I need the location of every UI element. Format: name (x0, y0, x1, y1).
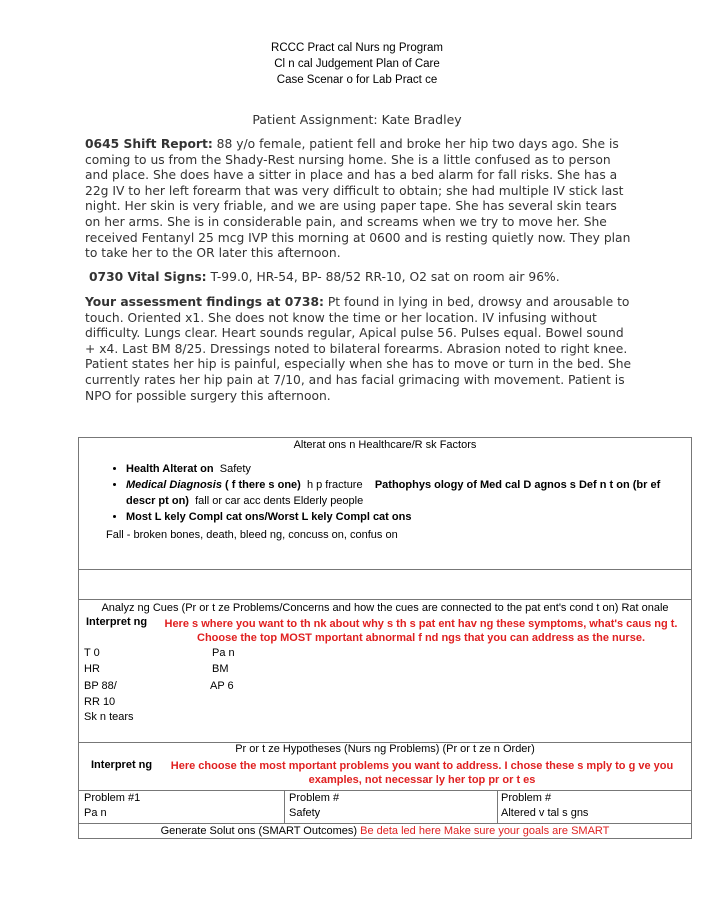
empty-row (78, 569, 692, 600)
cue-left-2: HR (84, 663, 100, 675)
cue-left-3: BP 88/ (84, 680, 117, 692)
health-alteration-label: Health Alterat on (126, 463, 214, 475)
solutions-title: Generate Solut ons (SMART Outcomes) (160, 825, 358, 837)
scenario-title: Case Scenar o for Lab Pract ce (276, 74, 438, 86)
cue-right-3: AP 6 (210, 680, 234, 692)
solutions-note: Be deta led here Make sure your goals are SMART (360, 825, 610, 837)
solutions-row (79, 823, 691, 839)
alterations-section (78, 437, 692, 570)
pathophysiology-value: fall or car acc dents Elderly people (195, 495, 364, 507)
analyzing-cues-section (78, 599, 692, 743)
vital-signs-text: T-99.0, HR-54, BP- 88/52 RR-10, O2 sat on room air 96%. (206, 270, 560, 284)
problem-1-head: Problem #1 (84, 792, 141, 804)
complications-label: Most L kely Compl cat ons/Worst L kely Compl cat ons (126, 511, 412, 523)
medical-diagnosis-paren: ( f there s one) (221, 479, 301, 491)
complications-text: Fall - broken bones, death, bleed ng, concuss on, confus on (106, 529, 398, 541)
health-alteration-item (126, 461, 686, 477)
cues-interpreting-label: Interpret ng (86, 616, 148, 628)
health-alteration-value: Safety (219, 463, 251, 475)
hypotheses-title: Pr or t ze Hypotheses (Nurs ng Problems) (Pr or t ze n Order) (235, 743, 535, 755)
problem-3-head: Problem # (501, 792, 552, 804)
vital-signs-label: 0730 Vital Signs: (89, 270, 207, 284)
shift-report (85, 137, 635, 262)
shift-report-label: 0645 Shift Report: (85, 137, 213, 151)
medical-diagnosis-value: h p fracture (306, 479, 363, 491)
problem-3-value: Altered v tal s gns (501, 807, 589, 819)
medical-diagnosis-item (126, 477, 686, 509)
hypotheses-interpreting-label: Interpret ng (91, 759, 153, 771)
cues-interpreting-note: Here s where you want to th nk about why s th s pat ent hav ng these symptoms, what's caus ng t. Choose the top MOST mportant abnormal f nd ngs that you can address as the nurse. (164, 618, 678, 644)
assessment-text: Pt found in lying in bed, drowsy and arousable to touch. Oriented x1. She does not know the time or her location. IV infusing without difficulty. Lungs clear. Heart sounds regular, Apical pulse 56. Pulses equal. Bowel sound + x4. Last BM 8/25. Dressings noted to bilateral forearms. Abrasion noted to right knee. Patient states her hip is painful, especially when she has to move or turn in the bed. She currently rates her hip pain at 7/10, and has facial grimacing with movement. Patient is NPO for possible surgery this afternoon. (85, 295, 632, 403)
alterations-title: Alterat ons n Healthcare/R sk Factors (293, 439, 477, 451)
hypotheses-interpreting-note: Here choose the most mportant problems you want to address. I chose these s mply to g ve you examples, not necessar ly her top pr or t es (170, 760, 674, 786)
patient-assignment: Patient Assignment: Kate Bradley (252, 112, 462, 127)
alterations-list (79, 461, 686, 525)
cue-left-4: RR 10 (84, 696, 116, 708)
cue-left-1: T 0 (84, 647, 100, 659)
assessment-findings (85, 295, 635, 404)
cues-title: Analyz ng Cues (Pr or t ze Problems/Concerns and how the cues are connected to the pat ent's cond t on) Rat onale (101, 602, 669, 614)
hypotheses-section (78, 742, 692, 839)
problem-2-head: Problem # (289, 792, 340, 804)
medical-diagnosis-label: Medical Diagnosis (126, 479, 222, 491)
problem-1-value: Pa n (84, 807, 107, 819)
program-title: RCCC Pract cal Nurs ng Program (271, 42, 443, 54)
cue-left-5: Sk n tears (84, 711, 134, 723)
cue-right-2: BM (212, 663, 229, 675)
complications-item (126, 509, 686, 525)
plan-title: Cl n cal Judgement Plan of Care (274, 58, 440, 70)
cue-right-1: Pa n (212, 647, 235, 659)
vital-signs (89, 270, 639, 286)
shift-report-text: 88 y/o female, patient fell and broke her hip two days ago. She is coming to us from the Shady-Rest nursing home. She is a little confused as to person and place. She does have a sitter in place and has a bed alarm for fall risks. She has a 22g IV to her left forearm that was very difficult to obtain; she had multiple IV stick last night. Her skin is very friable, and we are using paper tape. She has several skin tears on her arms. She is in considerable pain, and screams when we try to move her. She received Fentanyl 25 mcg IVP this morning at 0600 and is resting quietly now. They plan to take her to the OR later this afternoon. (85, 137, 631, 261)
pathophysiology-label: Pathophys ology of Med cal D agnos s Def n t on (br ef descr pt on) (126, 479, 661, 507)
assessment-label: Your assessment findings at 0738: (85, 295, 324, 309)
problem-2-value: Safety (289, 807, 321, 819)
